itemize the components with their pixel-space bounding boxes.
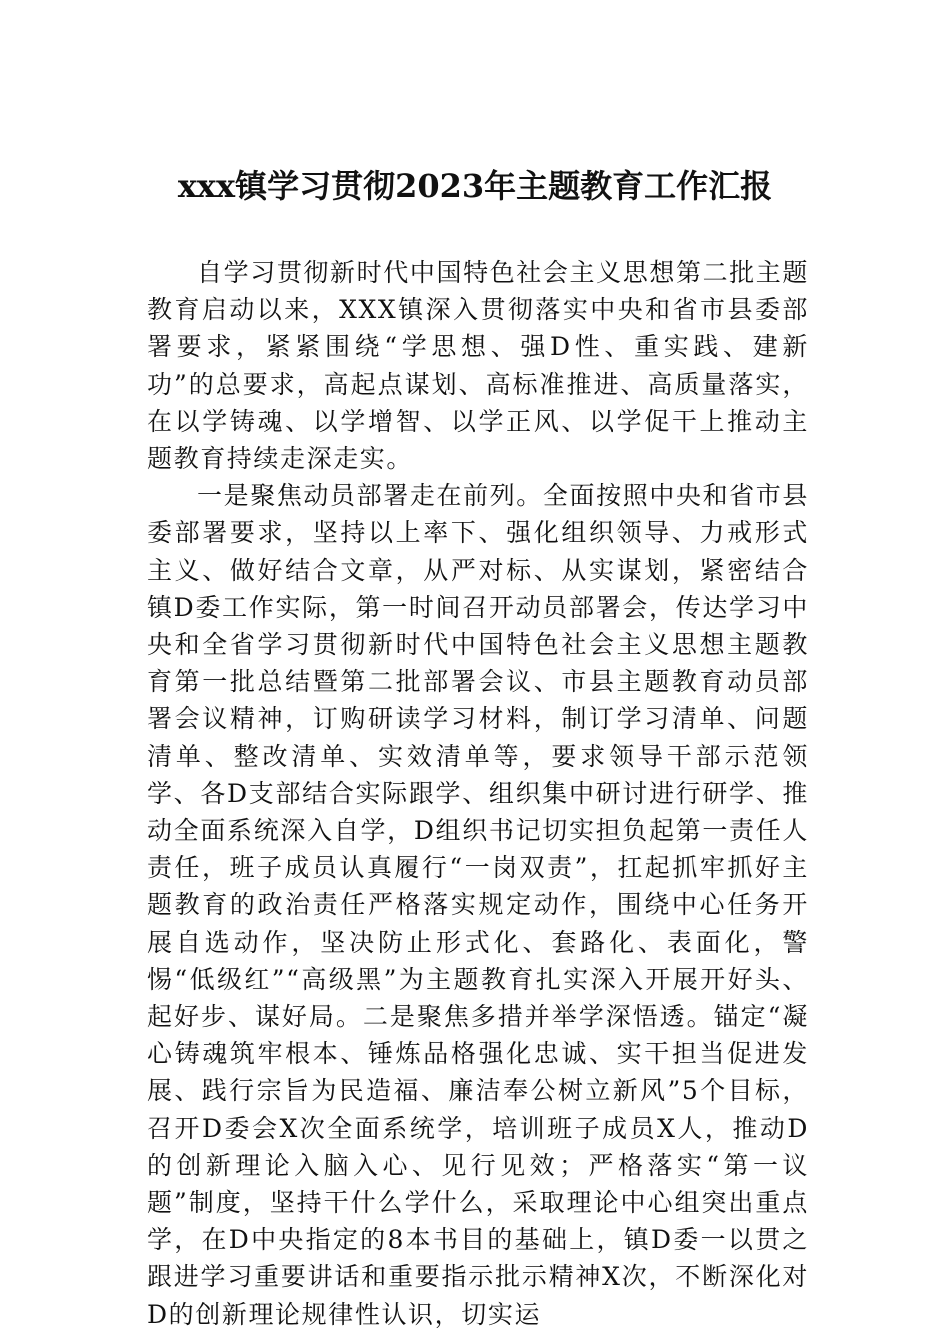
document-body <box>147 254 809 1333</box>
document-title: xxx镇学习贯彻2023年主题教育工作汇报 <box>177 167 773 205</box>
paragraph-intro: 自学习贯彻新时代中国特色社会主义思想第二批主题教育启动以来，XXX镇深入贯彻落实中央和省市县委部署要求，紧紧围绕“学思想、强D性、重实践、建新功”的总要求，高起点谋划、高标准推进、高质量落实，在以学铸魂、以学增智、以学正风、以学促干上推动主题教育持续走深走实。 <box>147 258 809 474</box>
paragraph-main: 一是聚焦动员部署走在前列。全面按照中央和省市县委部署要求，坚持以上率下、强化组织领导、力戒形式主义、做好结合文章，从严对标、从实谋划，紧密结合镇D委工作实际，第一时间召开动员部署会，传达学习中央和全省学习贯彻新时代中国特色社会主义思想主题教育第一批总结暨第二批部署会议、市县主题教育动员部署会议精神，订购研读学习材料，制订学习清单、问题清单、整改清单、实效清单等，要求领导干部示范领学、各D支部结合实际跟学、组织集中研讨进行研学、推动全面系统深入自学，D组织书记切实担负起第一责任人责任，班子成员认真履行“一岗双责”，扛起抓牢抓好主题教育的政治责任严格落实规定动作，围绕中心任务开展自选动作，坚决防止形式化、套路化、表面化，警惕“低级红”“高级黑”为主题教育扎实深入开展开好头、起好步、谋好局。二是聚焦多措并举学深悟透。锚定“凝心铸魂筑牢根本、锤炼品格强化忠诚、实干担当促进发展、践行宗旨为民造福、廉洁奉公树立新风”5个目标，召开D委会X次全面系统学，培训班子成员X人，推动D的创新理论入脑入心、见行见效；严格落实“第一议题”制度，坚持干什么学什么，采取理论中心组突出重点学，在D中央指定的8本书目的基础上，镇D委一以贯之跟进学习重要讲话和重要指示批示精神X次，不断深化对D的创新理论规律性认识，切实运 <box>147 481 809 1329</box>
